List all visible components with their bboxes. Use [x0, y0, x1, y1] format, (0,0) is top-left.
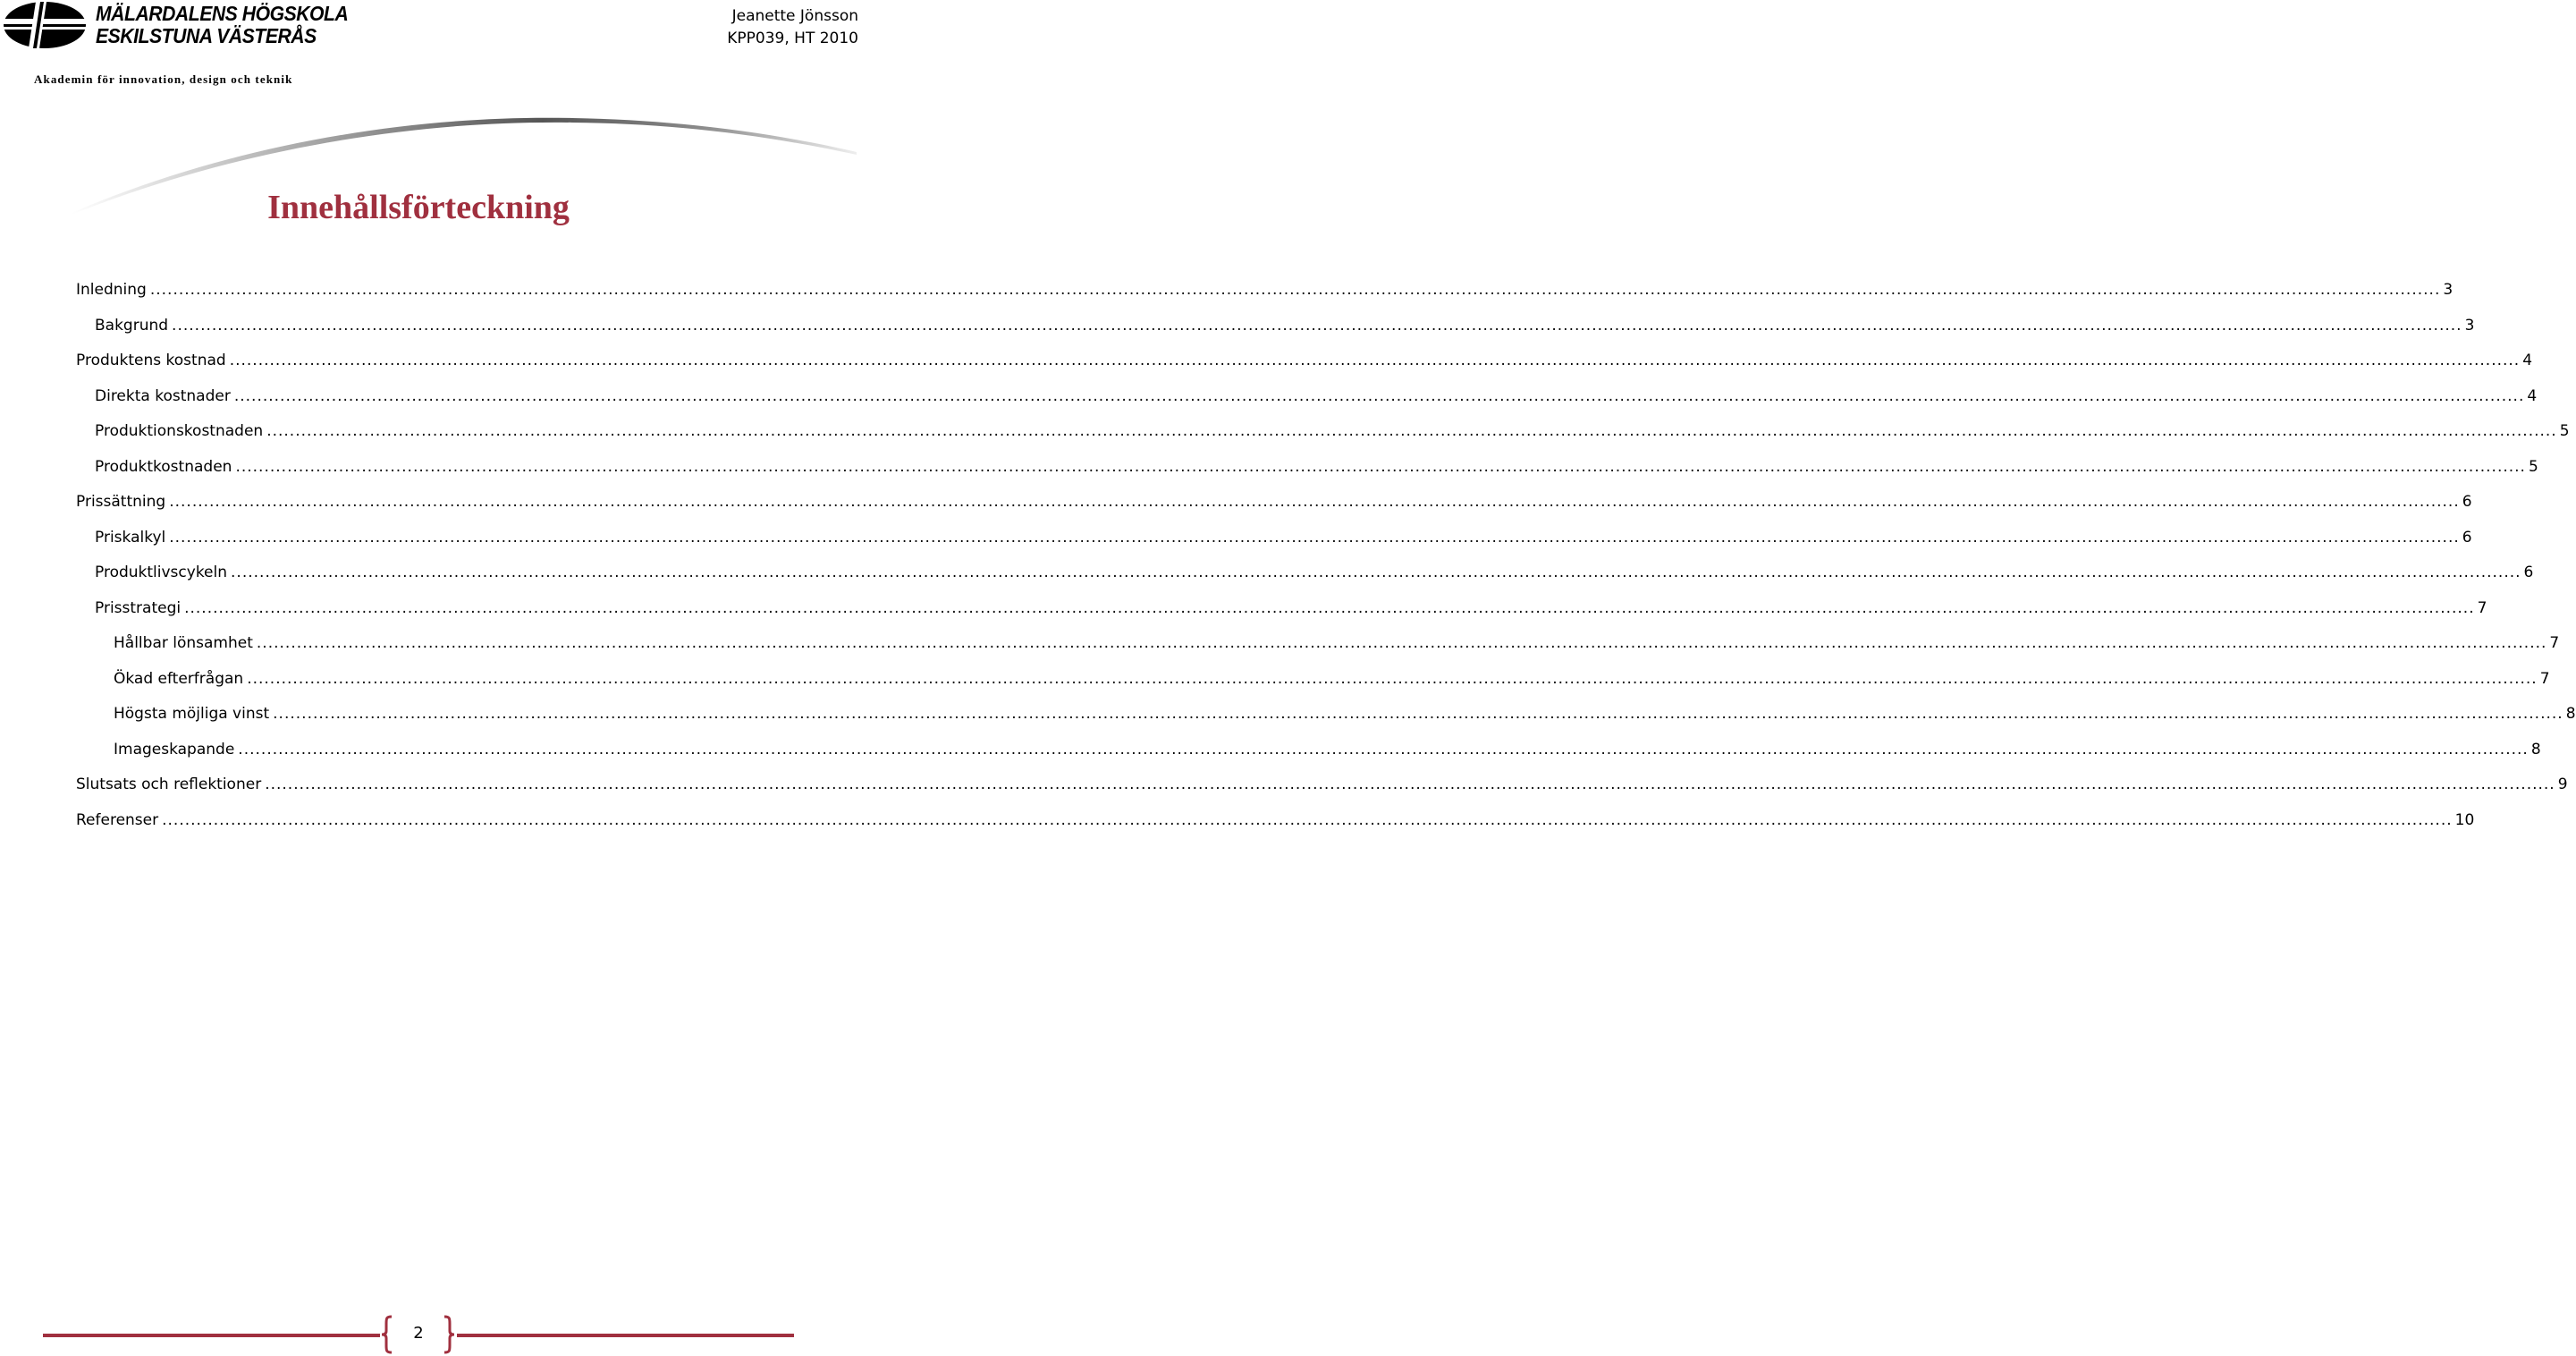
toc-dot-leader: ................................................................................................................................................................................................................................................................................................................................................................................................................	[149, 281, 2441, 299]
toc-entry-label: Inledning	[76, 281, 147, 299]
toc-entry[interactable]	[114, 662, 2550, 689]
toc-entry-label: Referenser	[76, 810, 159, 829]
toc-entry-page: 7	[2477, 598, 2487, 617]
page-title: Innehållsförteckning	[267, 189, 570, 226]
toc-entry-label: Produktlivscykeln	[95, 564, 228, 581]
course-code: KPP039, HT 2010	[727, 30, 858, 47]
toc-entry-label: Imageskapande	[114, 740, 235, 759]
toc-dot-leader: ................................................................................................................................................................................................................................................................................................................................................................................................................	[266, 422, 2557, 440]
toc-entry-page: 6	[2523, 564, 2534, 581]
toc-dot-leader: ................................................................................................................................................................................................................................................................................................................................................................................................................	[169, 493, 2460, 511]
toc-entry[interactable]	[76, 343, 2533, 370]
toc-entry-page: 8	[2565, 705, 2576, 723]
toc-entry[interactable]	[95, 414, 2570, 441]
footer-rule-left	[43, 1334, 380, 1337]
toc-entry[interactable]	[95, 309, 2475, 335]
toc-entry-page: 9	[2557, 775, 2568, 793]
logo-text-line1: MÄLARDALENS HÖGSKOLA	[96, 2, 349, 25]
university-logo	[0, 0, 349, 54]
toc-entry[interactable]	[95, 379, 2538, 406]
toc-dot-leader: ................................................................................................................................................................................................................................................................................................................................................................................................................	[162, 810, 2453, 829]
toc-entry-page: 8	[2530, 740, 2541, 759]
toc-entry-label: Prisstrategi	[95, 598, 182, 617]
toc-dot-leader: ................................................................................................................................................................................................................................................................................................................................................................................................................	[184, 598, 2475, 617]
toc-entry[interactable]	[114, 697, 2576, 724]
toc-entry-page: 10	[2454, 810, 2475, 829]
toc-entry-page: 5	[2559, 422, 2570, 440]
toc-entry-label: Produktkostnaden	[95, 457, 232, 476]
university-emblem-icon	[0, 0, 89, 50]
page-number: 2	[413, 1324, 424, 1343]
toc-entry[interactable]	[76, 767, 2568, 794]
toc-entry-page: 7	[2549, 634, 2560, 652]
academy-name: Akademin för innovation, design och teknik	[34, 72, 293, 86]
toc-entry-label: Priskalkyl	[95, 528, 166, 547]
toc-entry-page: 3	[2464, 316, 2475, 335]
toc-entry-page: 5	[2528, 457, 2538, 476]
toc-dot-leader: ................................................................................................................................................................................................................................................................................................................................................................................................................	[235, 457, 2526, 476]
toc-entry-page: 7	[2539, 669, 2550, 688]
toc-entry-page: 4	[2522, 352, 2533, 369]
right-brace-icon	[443, 1315, 455, 1354]
toc-entry-label: Hållbar lönsamhet	[114, 634, 253, 652]
logo-text-line2: ESKILSTUNA VÄSTERÅS	[96, 24, 317, 47]
toc-entry[interactable]	[76, 803, 2475, 830]
toc-entry-label: Ökad efterfrågan	[114, 669, 244, 688]
toc-entry-page: 6	[2462, 528, 2472, 547]
toc-entry[interactable]	[114, 733, 2541, 759]
toc-dot-leader: ................................................................................................................................................................................................................................................................................................................................................................................................................	[273, 705, 2563, 723]
toc-entry-label: Högsta möjliga vinst	[114, 705, 270, 723]
toc-entry[interactable]	[76, 273, 2454, 300]
toc-entry[interactable]	[95, 521, 2472, 547]
page-footer	[0, 1310, 858, 1355]
author-name: Jeanette Jönsson	[731, 7, 858, 25]
toc-entry[interactable]	[95, 591, 2487, 618]
toc-dot-leader: ................................................................................................................................................................................................................................................................................................................................................................................................................	[247, 669, 2538, 688]
toc-dot-leader: ................................................................................................................................................................................................................................................................................................................................................................................................................	[172, 316, 2462, 335]
toc-dot-leader: ................................................................................................................................................................................................................................................................................................................................................................................................................	[229, 352, 2521, 369]
toc-entry-label: Prissättning	[76, 493, 166, 511]
toc-entry-label: Bakgrund	[95, 316, 169, 335]
toc-entry[interactable]	[95, 450, 2538, 477]
toc-dot-leader: ................................................................................................................................................................................................................................................................................................................................................................................................................	[169, 528, 2460, 547]
toc-dot-leader: ................................................................................................................................................................................................................................................................................................................................................................................................................	[256, 634, 2547, 652]
toc-dot-leader: ................................................................................................................................................................................................................................................................................................................................................................................................................	[233, 386, 2525, 405]
toc-entry[interactable]	[76, 485, 2472, 512]
toc-dot-leader: ................................................................................................................................................................................................................................................................................................................................................................................................................	[231, 564, 2521, 581]
toc-entry-page: 3	[2443, 281, 2454, 299]
toc-dot-leader: ................................................................................................................................................................................................................................................................................................................................................................................................................	[238, 740, 2529, 759]
footer-rule-right	[457, 1334, 794, 1337]
toc-entry-page: 4	[2527, 386, 2538, 405]
left-brace-icon	[381, 1315, 393, 1354]
toc-entry-page: 6	[2462, 493, 2472, 511]
toc-entry-label: Produktens kostnad	[76, 352, 226, 369]
header-meta	[727, 5, 858, 50]
toc-entry[interactable]	[95, 555, 2534, 582]
toc-entry-label: Produktionskostnaden	[95, 422, 264, 440]
toc-entry[interactable]	[114, 626, 2560, 653]
toc-entry-label: Direkta kostnader	[95, 386, 231, 405]
toc-entry-label: Slutsats och reflektioner	[76, 775, 262, 793]
toc-dot-leader: ................................................................................................................................................................................................................................................................................................................................................................................................................	[265, 775, 2555, 793]
